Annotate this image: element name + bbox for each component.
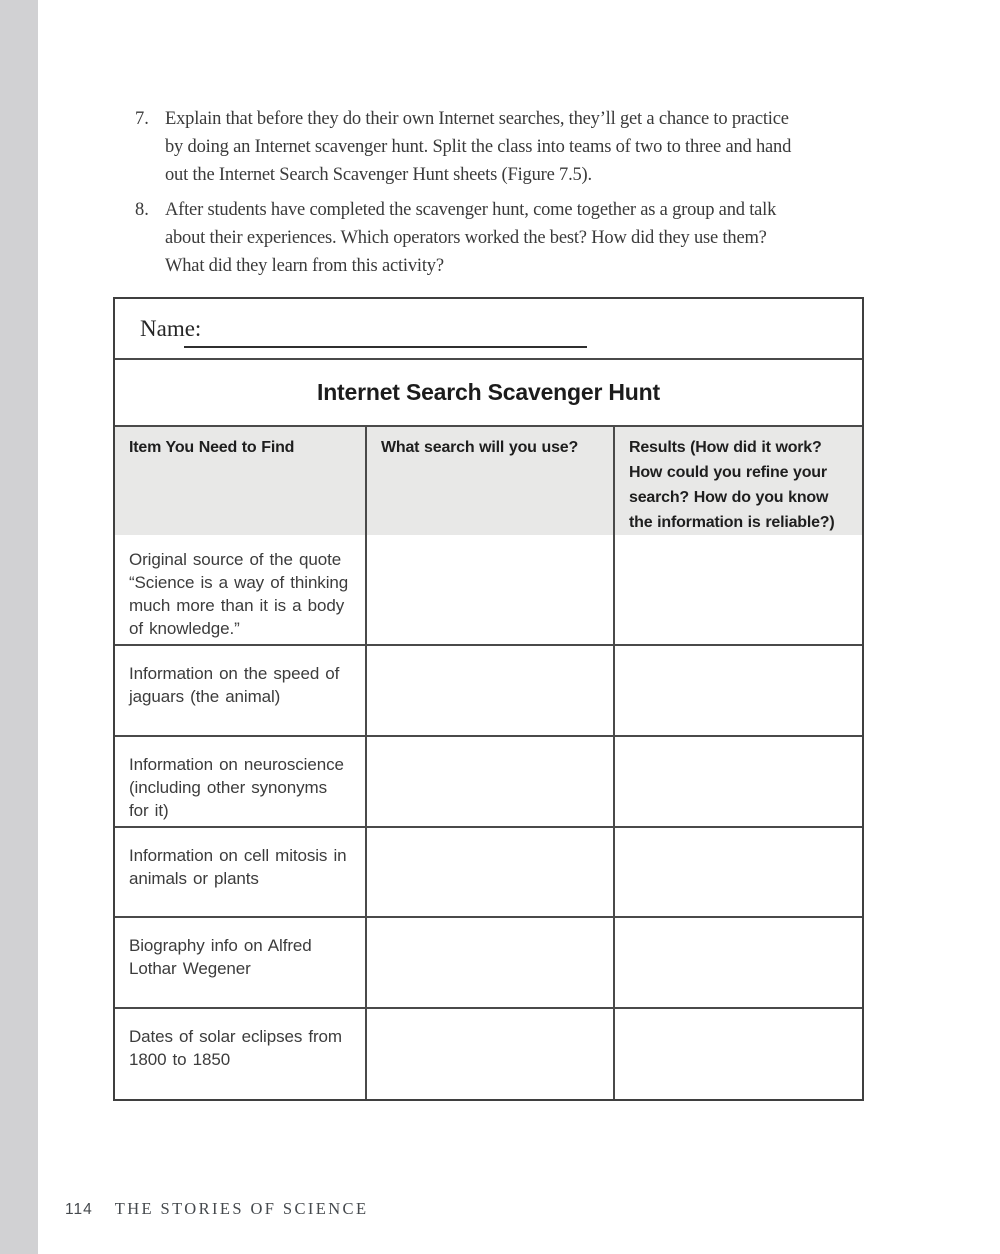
instruction-list: [135, 105, 875, 287]
book-title: THE STORIES OF SCIENCE: [114, 1199, 369, 1218]
worksheet-title: Internet Search Scavenger Hunt: [317, 379, 660, 405]
table-row: [115, 532, 862, 646]
name-label: Name:: [140, 316, 202, 341]
results-cell: [613, 1009, 862, 1099]
results-cell: [613, 532, 862, 644]
header-text: What search will you use?: [381, 439, 579, 456]
search-cell: [365, 1009, 613, 1099]
instruction-item-7: [135, 105, 875, 189]
item-cell: [115, 918, 365, 1007]
search-cell: [365, 532, 613, 644]
name-row: [115, 299, 862, 360]
search-cell: [365, 918, 613, 1007]
search-cell: [365, 828, 613, 916]
instruction-number: 7.: [135, 109, 149, 129]
item-text: Original source of the quote “Science is a way of thinking much more than it is a body of knowledge.”: [129, 550, 349, 638]
table-row: [115, 1009, 862, 1099]
table-row: [115, 828, 862, 918]
scavenger-hunt-worksheet: [113, 297, 864, 1101]
name-underline: [184, 346, 587, 348]
header-text: Item You Need to Find: [129, 439, 295, 456]
worksheet-title-row: [115, 360, 862, 427]
item-text: Information on cell mitosis in animals or plants: [129, 846, 347, 888]
search-cell: [365, 646, 613, 735]
item-text: Information on the speed of jaguars (the animal): [129, 664, 340, 706]
header-cell-search: [365, 427, 613, 535]
instruction-item-8: [135, 196, 875, 280]
table-row: [115, 646, 862, 737]
table-row: [115, 918, 862, 1009]
item-cell: [115, 532, 365, 644]
item-cell: [115, 737, 365, 826]
item-cell: [115, 1009, 365, 1099]
results-cell: [613, 828, 862, 916]
results-cell: [613, 918, 862, 1007]
page-footer: [65, 1199, 368, 1219]
header-text: Results (How did it work? How could you refine your search? How do you know the information is reliable?): [629, 439, 835, 531]
item-text: Dates of solar eclipses from 1800 to 1850: [129, 1027, 342, 1069]
search-cell: [365, 737, 613, 826]
item-text: Biography info on Alfred Lothar Wegener: [129, 936, 312, 978]
page-number: 114: [65, 1201, 93, 1218]
header-cell-results: [613, 427, 862, 535]
book-gutter-edge: [0, 0, 38, 1254]
instruction-text: After students have completed the scavenger hunt, come together as a group and talk about their experiences. Which operators worked the best? How did they use them? What did they learn from this activity?: [165, 200, 777, 276]
item-cell: [115, 828, 365, 916]
table-row: [115, 737, 862, 828]
instruction-number: 8.: [135, 200, 149, 220]
item-cell: [115, 646, 365, 735]
results-cell: [613, 737, 862, 826]
header-cell-item: [115, 427, 365, 535]
item-text: Information on neuroscience (including other synonyms for it): [129, 755, 344, 820]
table-header-row: [115, 427, 862, 532]
instruction-text: Explain that before they do their own Internet searches, they’ll get a chance to practice by doing an Internet scavenger hunt. Split the class into teams of two to three and hand out the Internet Search Scavenger Hunt sheets (Figure 7.5).: [165, 109, 792, 185]
results-cell: [613, 646, 862, 735]
